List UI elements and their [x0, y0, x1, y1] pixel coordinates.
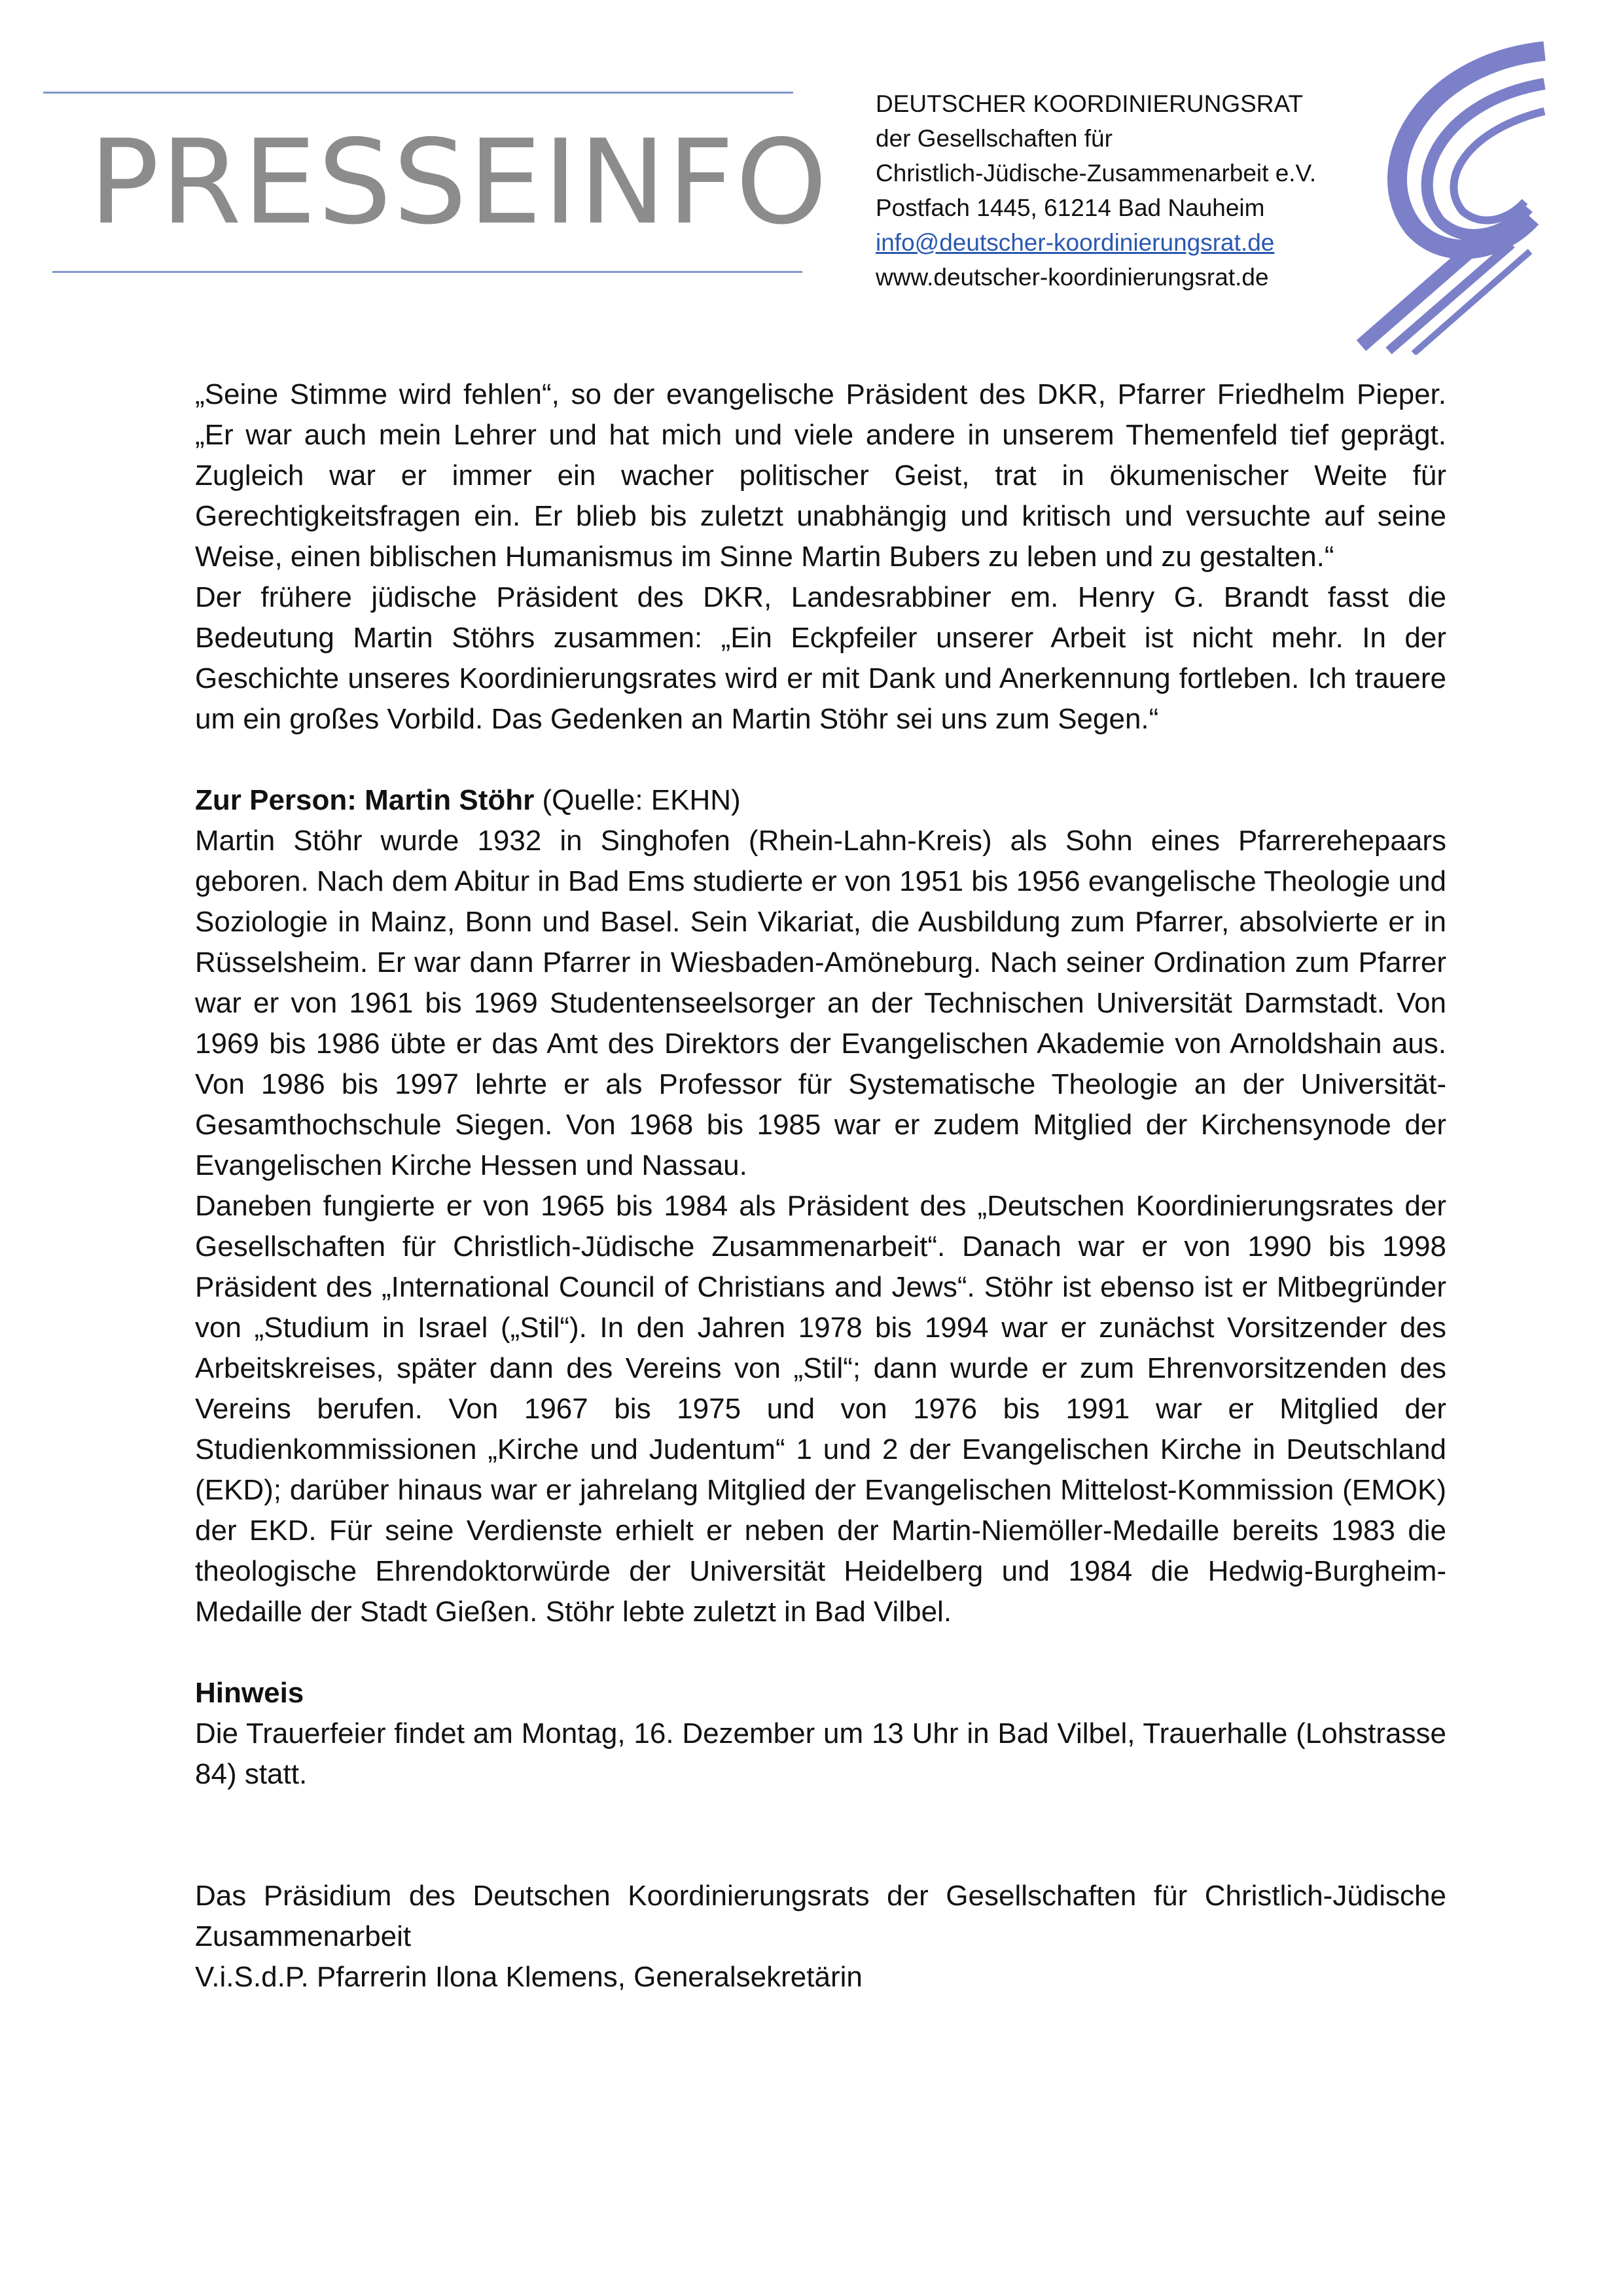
email-link[interactable]: info@deutscher-koordinierungsrat.de	[876, 229, 1275, 256]
header-rule-bottom	[52, 271, 802, 273]
quote-pieper-paragraph: „Seine Stimme wird fehlen“, so der evangelische Präsident des DKR, Pfarrer Friedhelm Pieper. „Er war auch mein Lehrer und hat mich und viele andere in unserem Themenfeld tief geprägt. Zugleich war er immer ein wacher politischer Geist, trat in ökumenischer Weite für Gerechtigkeitsfragen ein. Er blieb bis zuletzt unabhängig und kritisch und versuchte auf seine Weise, einen biblischen Humanismus im Sinne Martin Bubers zu leben und zu gestalten.“	[195, 378, 1446, 573]
press-release-body	[195, 374, 1446, 1998]
quote-brandt-paragraph: Der frühere jüdische Präsident des DKR, Landesrabbiner em. Henry G. Brandt fasst die Bedeutung Martin Stöhrs zusammen: „Ein Eckpfeiler unserer Arbeit ist nicht mehr. In der Geschichte unseres Koordinierungsrates wird er mit Dank und Anerkennung fortleben. Ich trauere um ein großes Vorbild. Das Gedenken an Martin Stöhr sei uns zum Segen.“	[195, 581, 1446, 735]
website-text: www.deutscher-koordinierungsrat.de	[876, 264, 1269, 291]
address-line: Postfach 1445, 61214 Bad Nauheim	[876, 194, 1265, 221]
person-source: (Quelle: EKHN)	[534, 784, 741, 816]
header-rule-top	[43, 92, 793, 94]
person-heading-line	[195, 780, 1446, 821]
address-line: DEUTSCHER KOORDINIERUNGSRAT	[876, 90, 1304, 117]
signature-visdp: V.i.S.d.P. Pfarrerin Ilona Klemens, Generalsekretärin	[195, 1961, 863, 1993]
hint-heading: Hinweis	[195, 1677, 304, 1709]
page-title: PRESSEINFO	[89, 115, 829, 250]
biography-paragraph-2: Daneben fungierte er von 1965 bis 1984 als Präsident des „Deutschen Koordinierungsrates der Gesellschaften für Christlich-Jüdische Zusammenarbeit“. Danach war er von 1990 bis 1998 Präsident des „International Council of Christians and Jews“. Stöhr ist ebenso ist er Mitbegründer von „Studium in Israel („Stil“). In den Jahren 1978 bis 1994 war er zunächst Vorsitzender des Arbeitskreises, später dann des Vereins von „Stil“; dann wurde er zum Ehrenvorsitzenden des Vereins berufen. Von 1967 bis 1975 und von 1976 bis 1991 war er Mitglied der Studienkommissionen „Kirche und Judentum“ 1 und 2 der Evangelischen Kirche in Deutschland (EKD); darüber hinaus war er jahrelang Mitglied der Evangelischen Mittelost-Kommission (EMOK) der EKD. Für seine Verdienste erhielt er neben der Martin-Niemöller-Medaille bereits 1983 die theologische Ehrendoktorwürde der Universität Heidelberg und 1984 die Hedwig-Burgheim-Medaille der Stadt Gießen. Stöhr lebte zuletzt in Bad Vilbel.	[195, 1190, 1446, 1628]
dkr-logo-icon	[1348, 38, 1564, 355]
address-line: Christlich-Jüdische-Zusammenarbeit e.V.	[876, 160, 1317, 187]
person-heading: Zur Person: Martin Stöhr	[195, 784, 535, 816]
signature-organization: Das Präsidium des Deutschen Koordinierungsrats der Gesellschaften für Christlich-Jüdische Zusammenarbeit	[195, 1880, 1446, 1952]
biography-paragraph-1: Martin Stöhr wurde 1932 in Singhofen (Rhein-Lahn-Kreis) als Sohn eines Pfarrerehepaars geboren. Nach dem Abitur in Bad Ems studierte er von 1951 bis 1956 evangelische Theologie und Soziologie in Mainz, Bonn und Basel. Sein Vikariat, die Ausbildung zum Pfarrer, absolvierte er in Rüsselsheim. Er war dann Pfarrer in Wiesbaden-Amöneburg. Nach seiner Ordination zum Pfarrer war er von 1961 bis 1969 Studentenseelsorger an der Technischen Universität Darmstadt. Von 1969 bis 1986 übte er das Amt des Direktors der Evangelischen Akademie von Arnoldshain aus. Von 1986 bis 1997 lehrte er als Professor für Systematische Theologie an der Universität-Gesamthochschule Siegen. Von 1968 bis 1985 war er zudem Mitglied der Kirchensynode der Evangelischen Kirche Hessen und Nassau.	[195, 825, 1446, 1181]
hint-text: Die Trauerfeier findet am Montag, 16. Dezember um 13 Uhr in Bad Vilbel, Trauerhalle (Lohstrasse 84) statt.	[195, 1717, 1446, 1790]
organization-address	[876, 86, 1316, 295]
address-line: der Gesellschaften für	[876, 125, 1113, 152]
